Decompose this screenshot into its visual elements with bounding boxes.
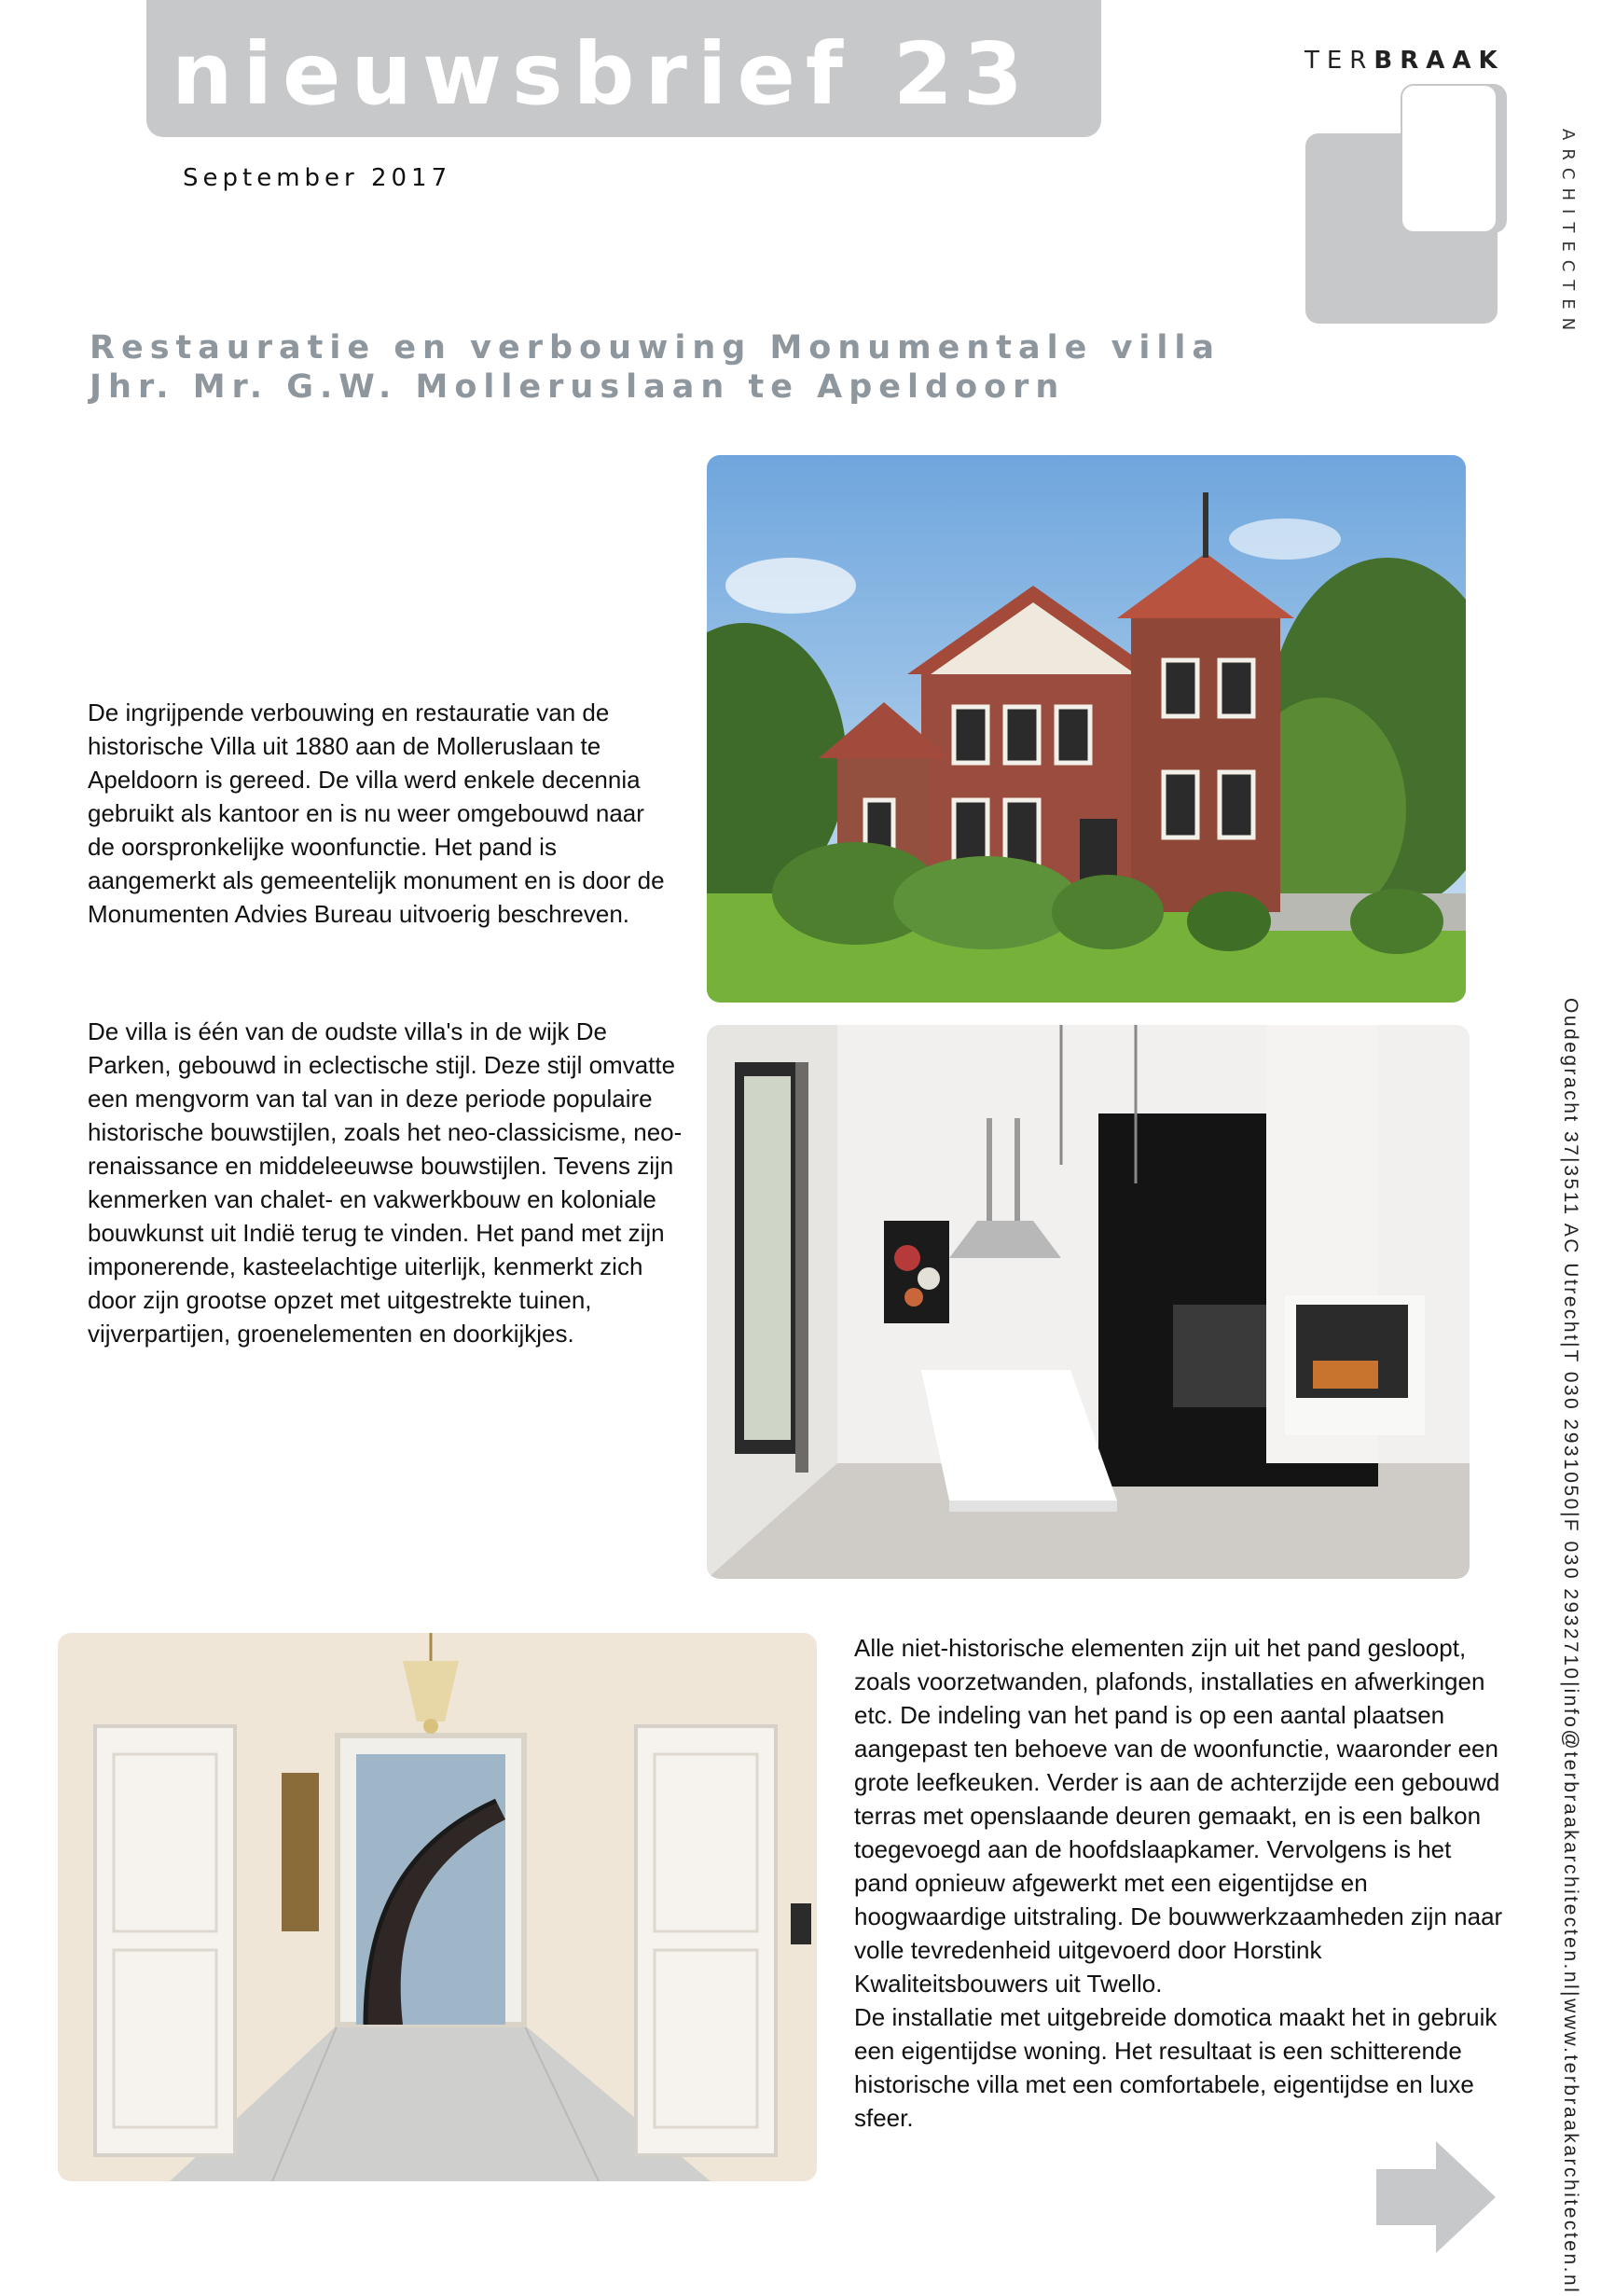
article-heading-line2: Jhr. Mr. G.W. Molleruslaan te Apeldoorn (90, 368, 1066, 406)
villa-exterior-photo (707, 455, 1466, 1003)
contact-postcode: 3511 AC Utrecht (1560, 1165, 1581, 1343)
separator: | (1560, 1511, 1581, 1519)
contact-fax: F 030 2932710 (1560, 1518, 1581, 1681)
issue-date: September 2017 (183, 164, 452, 192)
contact-website-link[interactable]: www.terbraakarchitecten.nl (1560, 1999, 1581, 2295)
article-heading-line1: Restauratie en verbouwing Monumentale villa (90, 329, 1221, 367)
paragraph-renovation-part1: Alle niet-historische elementen zijn uit het pand gesloopt, zoals voorzetwanden, plafonds, installaties en afwerkingen etc. De indeling van het pand is op een aantal plaatsen aangepast ten behoeve van de woonfunctie, waaronder een grote leefkeuken. Verder is aan de achterzijde een gebouwd terras met openslaande deuren gemaakt, en is een balkon toegevoegd aan de hoofdslaapkamer. Vervolgens is het pand opnieuw afgewerkt met een eigentijdse en hoogwaardige uitstraling. De bouwwerkzaamheden zijn naar volle tevredenheid uitgevoerd door Horstink Kwaliteitsbouwers uit Twello. (854, 1634, 1503, 1998)
paragraph-intro: De ingrijpende verbouwing en restauratie van de historische Villa uit 1880 aan de Molleruslaan te Apeldoorn is gereed. De villa werd enkele decennia gebruikt als kantoor en is nu weer omgebouwd naar de oorspronkelijke woonfunctie. Het pand is aangemerkt als gemeentelijk monument en is door de Monumenten Advies Bureau uitvoerig beschreven. (88, 698, 665, 928)
separator: | (1560, 1157, 1581, 1166)
hallway-interior-illustration (58, 1633, 817, 2181)
separator: | (1560, 1991, 1581, 1999)
separator: | (1560, 1681, 1581, 1689)
kitchen-interior-photo (707, 1025, 1470, 1579)
arrow-right-icon (1376, 2141, 1496, 2253)
contact-email-link[interactable]: info@terbraakarchitecten.nl (1560, 1688, 1581, 1992)
logo-wordmark (1304, 47, 1505, 75)
contact-phone: T 030 2931050 (1560, 1349, 1581, 1512)
contact-bar (1552, 998, 1581, 2295)
logo-square-inner (1402, 86, 1496, 231)
paragraph-renovation-part2: De installatie met uitgebreide domotica maakt het in gebruik een eigentijdse woning. Het resultaat is een schitterende historische villa met een comfortabele, eigentijdse en luxe sfeer. (854, 2003, 1498, 2132)
logo-subtitle: ARCHITECTEN (1558, 129, 1578, 339)
separator: | (1560, 1342, 1581, 1350)
next-page-arrow[interactable] (1376, 2141, 1496, 2253)
contact-address: Oudegracht 37 (1560, 998, 1581, 1158)
hallway-interior-photo (58, 1633, 817, 2181)
article-heading (90, 328, 1302, 407)
kitchen-interior-illustration (707, 1025, 1470, 1579)
villa-exterior-illustration (707, 455, 1466, 1003)
newsletter-title: nieuwsbrief 23 (172, 24, 1033, 124)
logo-word-bold: BRAAK (1373, 47, 1505, 75)
logo-word-light: TER (1304, 47, 1374, 75)
paragraph-renovation (854, 1631, 1507, 2135)
paragraph-history: De villa is één van de oudste villa's in de wijk De Parken, gebouwd in eclectische stijl. Deze stijl omvatte een mengvorm van tal van in deze periode populaire historische bouwstijlen, zoals het neo-classicisme, neo-renaissance en middeleeuwse bouwstijlen. Tevens zijn kenmerken van chalet- en vakwerkbouw en koloniale bouwkunst uit Indië terug te vinden. Het pand met zijn imponerende, kasteelachtige uiterlijk, kenmerkt zich door zijn grootse opzet met uitgestrekte tuinen, vijverpartijen, groenelementen en doorkijkjes. (88, 1017, 683, 1348)
